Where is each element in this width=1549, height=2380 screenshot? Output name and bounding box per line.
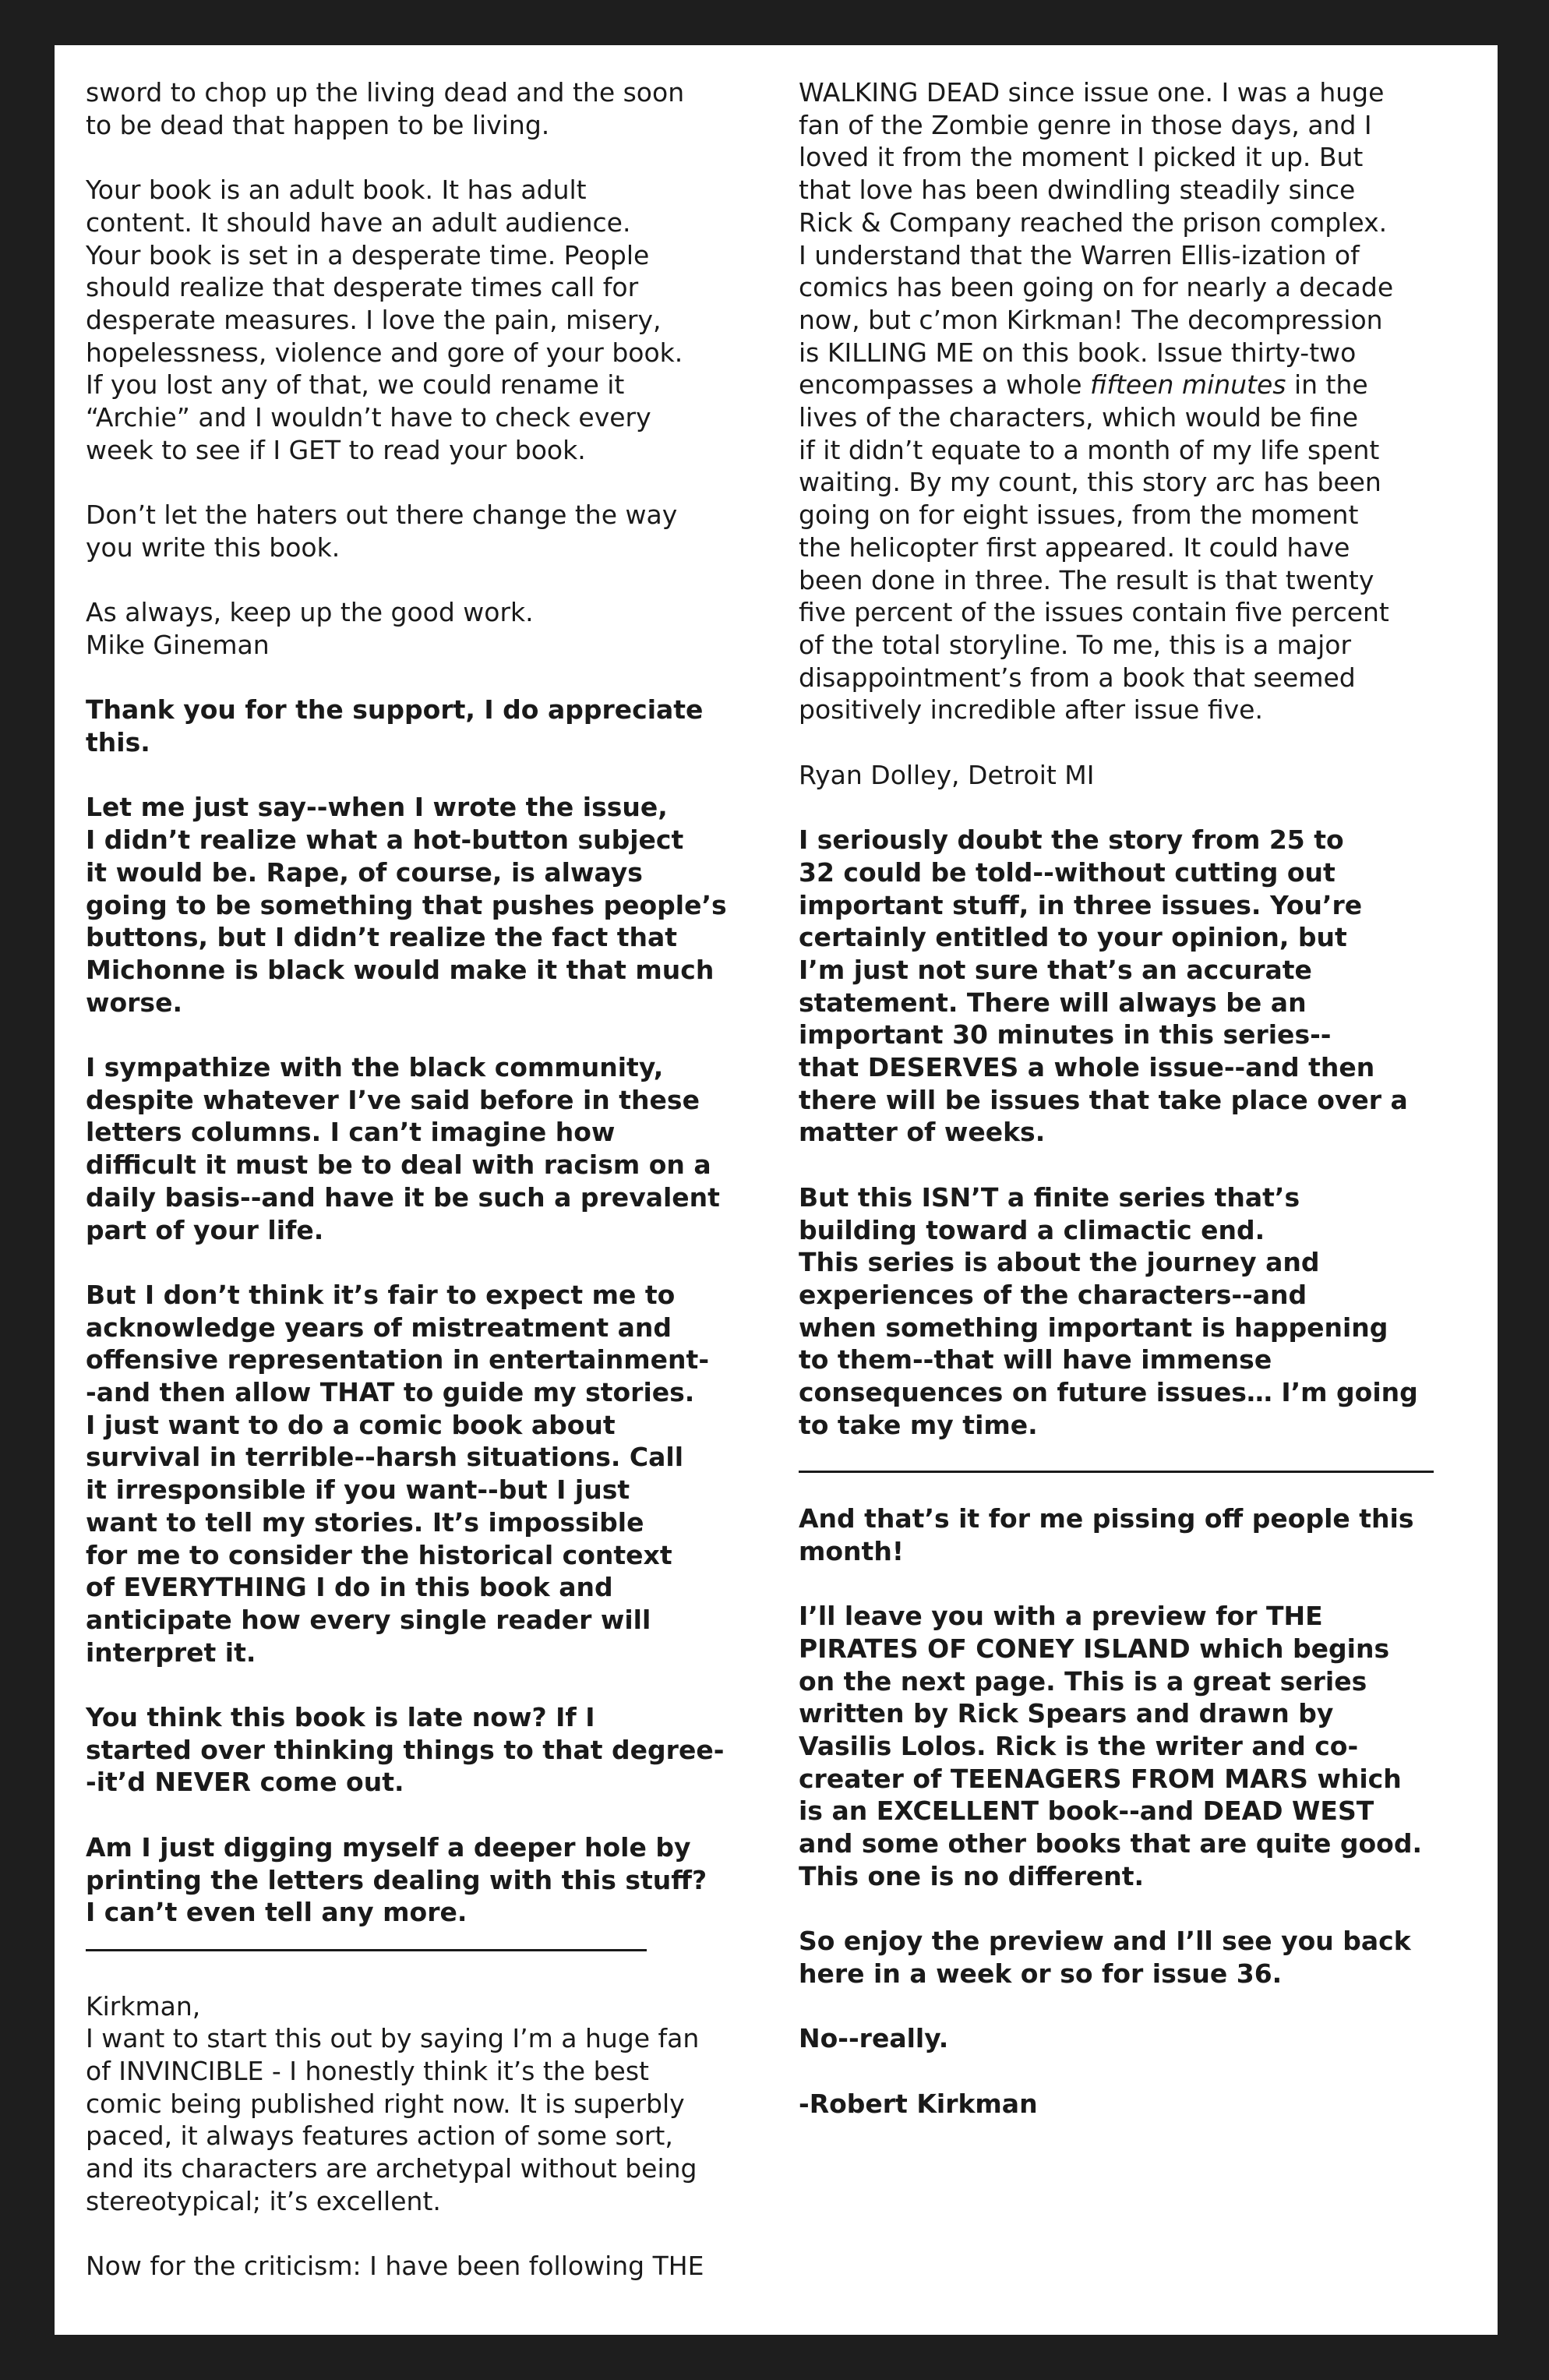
reply-paragraph: You think this book is late now? If I started over thinking things to that degree- -it’d NEVER come out. bbox=[86, 1702, 725, 1798]
letter-paragraph: Kirkman, I want to start this out by saying I’m a huge fan of INVINCIBLE - I honestly think it’s the best comic being published right now. It is superbly paced, it always features action of some sort, and its characters are archetypal without being stereotypical; it’s excellent. bbox=[86, 1990, 700, 2216]
reply-paragraph: Let me just say--when I wrote the issue, I didn’t realize what a hot-button subject it would be. Rape, of course, is always going to be something that pushes people’s buttons, but I didn’t realize the fact that Michonne is black would make it that much worse. bbox=[86, 792, 727, 1018]
closing-paragraph: No--really. bbox=[799, 2023, 949, 2054]
reply-paragraph: Am I just digging myself a deeper hole by printing the letters dealing with this stuff? I can’t even tell any more. bbox=[86, 1831, 707, 1928]
right-column bbox=[799, 76, 1484, 2152]
letter-text: WALKING DEAD since issue one. I was a huge fan of the Zombie genre in those days, and I loved it from the moment I picked it up. But that love has been dwindling steadily since Rick & Company reached the prison complex. I understand that the Warren Ellis-ization of comics has been going on for nearly a decade now, but c’mon Kirkman! The decompression is KILLING ME on this book. Issue thirty-two encompasses a whole bbox=[799, 77, 1394, 401]
reply-paragraph: I sympathize with the black community, despite whatever I’ve said before in these letters columns. I can’t imagine how difficult it must be to deal with racism on a daily basis--and have it be such a prevalent part of your life. bbox=[86, 1052, 720, 1245]
letters-page bbox=[55, 45, 1498, 2335]
left-column bbox=[86, 76, 779, 2315]
reply-paragraph: Thank you for the support, I do appreciate this. bbox=[86, 694, 704, 757]
closing-paragraph: I’ll leave you with a preview for THE PIRATES OF CONEY ISLAND which begins on the next page. This is a great series written by Rick Spears and drawn by Vasilis Lolos. Rick is the writer and co- creater of TEENAGERS FROM MARS which is an EXCELLENT book--and DEAD WEST and some other books that are quite good. This one is no different. bbox=[799, 1601, 1422, 1891]
emphasis-text: fifteen minutes bbox=[1090, 369, 1286, 401]
section-divider bbox=[799, 1471, 1434, 1473]
reply-paragraph: But I don’t think it’s fair to expect me to acknowledge years of mistreatment and offensive representation in entertainment- -and then allow THAT to guide my stories. I just want to do a comic book about survival in terrible--harsh situations. Call it irresponsible if you want--but I just want to tell my stories. It’s impossible for me to consider the historical context of EVERYTHING I do in this book and anticipate how every single reader will interpret it. bbox=[86, 1279, 710, 1668]
section-divider bbox=[86, 1949, 647, 1951]
letter-paragraph: sword to chop up the living dead and the soon to be dead that happen to be living. bbox=[86, 77, 685, 140]
closing-paragraph: So enjoy the preview and I’ll see you back here in a week or so for issue 36. bbox=[799, 1926, 1411, 1989]
letter-paragraph: Your book is an adult book. It has adult content. It should have an adult audience. Your book is set in a desperate time. People should realize that desperate times call for desperate measures. I love the pain, misery, hopelessness, violence and gore of your book. If you lost any of that, we could rename it “Archie” and I wouldn’t have to check every week to see if I GET to read your book. bbox=[86, 175, 683, 465]
letter-signoff: Ryan Dolley, Detroit MI bbox=[799, 759, 1095, 790]
letter-paragraph bbox=[799, 76, 1484, 726]
letter-text: in the lives of the characters, which would be fine if it didn’t equate to a month of my life spent waiting. By my count, this story arc has been going on for eight issues, from the moment the helicopter first appeared. It could have been done in three. The result is that twenty five percent of the issues contain five percent of the total storyline. To me, this is a major disappointment’s from a book that seemed positively incredible after issue five. bbox=[799, 369, 1389, 726]
closing-paragraph: And that’s it for me pissing off people this month! bbox=[799, 1503, 1414, 1566]
author-signature: -Robert Kirkman bbox=[799, 2088, 1038, 2119]
reply-paragraph: I seriously doubt the story from 25 to 32 could be told--without cutting out important stuff, in three issues. You’re certainly entitled to your opinion, but I’m just not sure that’s an accurate statement. There will always be an important 30 minutes in this series-- that DESERVES a whole issue--and then there will be issues that take place over a matter of weeks. bbox=[799, 825, 1408, 1148]
letter-paragraph: Now for the criticism: I have been following THE bbox=[86, 2251, 704, 2282]
reply-paragraph: But this ISN’T a finite series that’s building toward a climactic end. This series is about the journey and experiences of the characters--and when something important is happening to them--that will have immense consequences on future issues… I’m going to take my time. bbox=[799, 1181, 1418, 1440]
letter-signoff: As always, keep up the good work. Mike Gineman bbox=[86, 597, 534, 660]
letter-paragraph: Don’t let the haters out there change the way you write this book. bbox=[86, 500, 678, 563]
